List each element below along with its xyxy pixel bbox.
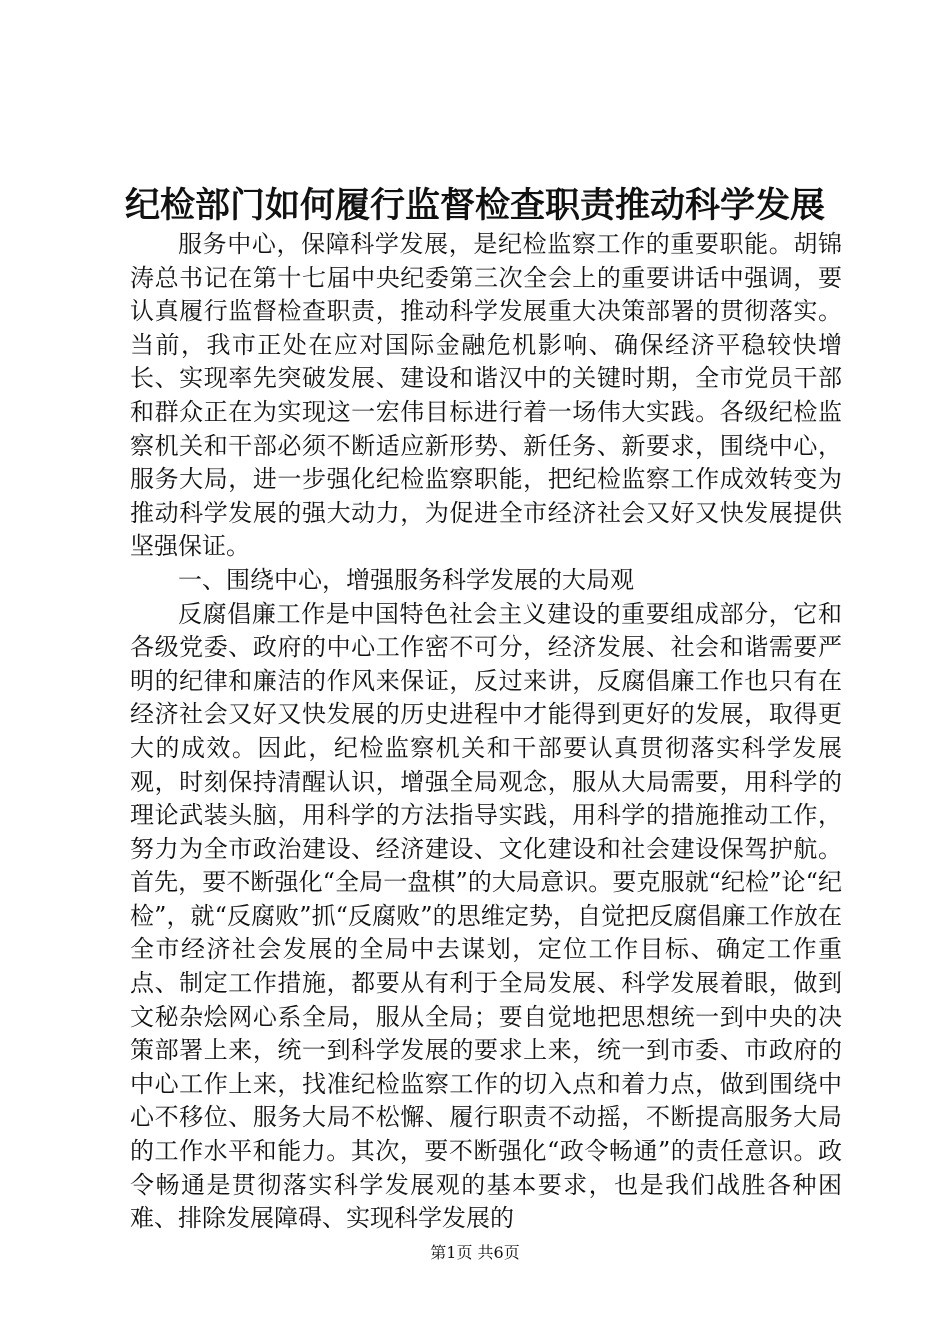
paragraph-intro: 服务中心，保障科学发展，是纪检监察工作的重要职能。胡锦涛总书记在第十七届中央纪委第三次全会上的重要讲话中强调，要认真履行监督检查职责，推动科学发展重大决策部署的贯彻落实。当前，我市正处在应对国际金融危机影响、确保经济平稳较快增长、实现率先突破发展、建设和谐汉中的关键时期，全市党员干部和群众正在为实现这一宏伟目标进行着一场伟大实践。各级纪检监察机关和干部必须不断适应新形势、新任务、新要求，围绕中心，服务大局，进一步强化纪检监察职能，把纪检监察工作成效转变为推动科学发展的强大动力，为促进全市经济社会又好又快发展提供坚强保证。 — [130, 230, 842, 561]
document-body — [130, 228, 842, 1236]
paragraph-section-1: 反腐倡廉工作是中国特色社会主义建设的重要组成部分，它和各级党委、政府的中心工作密不可分，经济发展、社会和谐需要严明的纪律和廉洁的作风来保证，反过来讲，反腐倡廉工作也只有在经济社会又好又快发展的历史进程中才能得到更好的发展，取得更大的成效。因此，纪检监察机关和干部要认真贯彻落实科学发展观，时刻保持清醒认识，增强全局观念，服从大局需要，用科学的理论武装头脑，用科学的方法指导实践，用科学的措施推动工作，努力为全市政治建设、经济建设、文化建设和社会建设保驾护航。首先，要不断强化“全局一盘棋”的大局意识。要克服就“纪检”论“纪检”，就“反腐败”抓“反腐败”的思维定势，自觉把反腐倡廉工作放在全市经济社会发展的全局中去谋划，定位工作目标、确定工作重点、制定工作措施，都要从有利于全局发展、科学发展着眼，做到文秘杂烩网心系全局，服从全局；要自觉地把思想统一到中央的决策部署上来，统一到科学发展的要求上来，统一到市委、市政府的中心工作上来，找准纪检监察工作的切入点和着力点，做到围绕中心不移位、服务大局不松懈、履行职责不动摇，不断提高服务大局的工作水平和能力。其次，要不断强化“政令畅通”的责任意识。政令畅通是贯彻落实科学发展观的基本要求，也是我们战胜各种困难、排除发展障碍、实现科学发展的 — [130, 599, 842, 1233]
section-heading-1: 一、围绕中心，增强服务科学发展的大局观 — [178, 565, 634, 594]
document-title: 纪检部门如何履行监督检查职责推动科学发展 — [124, 186, 825, 226]
page-footer: 第1页 共6页 — [430, 1243, 520, 1262]
